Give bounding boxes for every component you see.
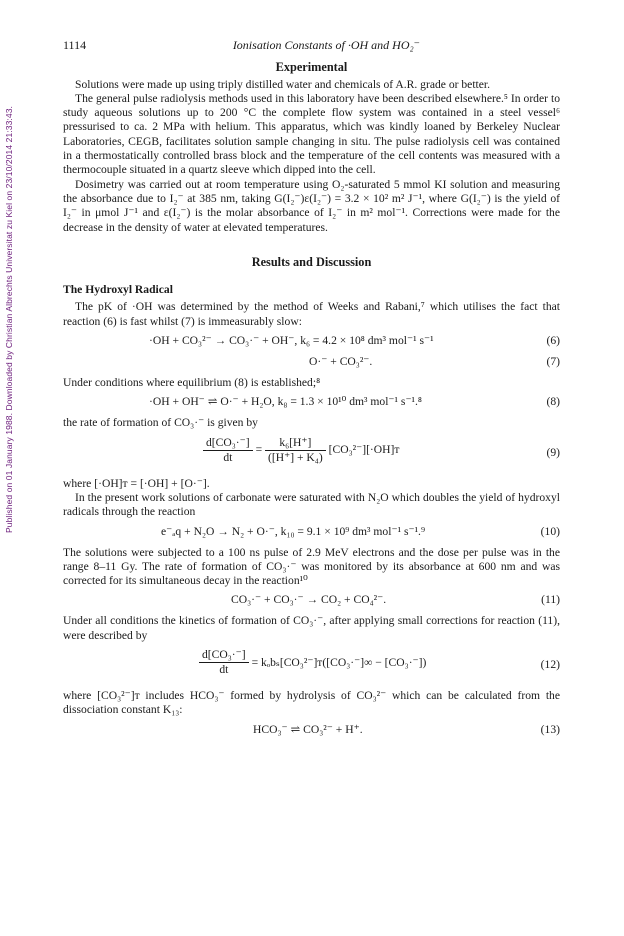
paragraph: Dosimetry was carried out at room temperature using O₂-saturated 5 mmol KI solution and measuring the absorbance due to I₂⁻ at 385 nm, taking G(I₂⁻)ε(I₂⁻) = 3.2 × 10² m² J⁻¹, where G(I₂⁻) is the yield of I₂⁻ in μmol J⁻¹ and ε(I₂⁻) is the molar absorbance of I₂⁻ in m² mol⁻¹. Corrections were made for the decrease in the density of water at elevated temperatures. (63, 177, 560, 234)
paragraph: Under conditions where equilibrium (8) is established;⁸ (63, 376, 321, 390)
equation-body (203, 436, 399, 466)
equation-6 (63, 334, 560, 350)
denominator: ([H⁺] + K₄) (268, 450, 323, 464)
running-title: Ionisation Constants of ·OH and HO₂⁻ (232, 38, 420, 52)
paragraph: where [·OH]ᴛ = [·OH] + [O·⁻]. (63, 476, 210, 490)
numerator: k₆[H⁺] (265, 436, 326, 451)
denominator: dt (219, 663, 229, 677)
page-number: 1114 (63, 38, 87, 52)
equation-number: (11) (541, 593, 560, 607)
running-header (63, 38, 560, 52)
equation-body (199, 648, 426, 678)
section-subheading: The Hydroxyl Radical (63, 283, 173, 297)
equation-number: (10) (540, 524, 560, 538)
page-content (63, 38, 560, 744)
experimental-heading: Experimental (275, 60, 348, 75)
equation-text: CO₃·⁻ + CO₃·⁻ → CO₂ + CO₄²⁻. (231, 593, 387, 607)
publication-sidebar: Published on 01 January 1988. Downloaded by Christian Albrechts Universitat zu Kiel on 23/10/2014 21:33:43. (4, 106, 14, 534)
equation-13 (63, 723, 560, 739)
equation-number: (7) (546, 355, 560, 369)
paragraph: The pK of ·OH was determined by the method of Weeks and Rabani,⁷ which utilises the fact that reaction (6) is fast whilst (7) is immeasurably slow: (63, 300, 560, 328)
paragraph: the rate of formation of CO₃·⁻ is given by (63, 416, 258, 430)
equation-number: (6) (546, 334, 560, 348)
equation-text: e⁻ₐq + N₂O → N₂ + O·⁻, k₁₀ = 9.1 × 10⁹ dm³ mol⁻¹ s⁻¹.⁹ (161, 524, 425, 538)
equation-number: (12) (540, 658, 560, 672)
paragraph: Under all conditions the kinetics of formation of CO₃·⁻, after applying small corrections for reaction (11), were described by (63, 614, 560, 642)
equation-text: O·⁻ + CO₃²⁻. (309, 355, 373, 369)
paragraph: The general pulse radiolysis methods used in this laboratory have been described elsewhere.⁵ In order to study aqueous solutions up to 200 °C the complete flow system was contained in a steel vessel⁶ pressurised to ca. 2 MPa with helium. This apparatus, which was kindly loaned by Berkeley Nuclear Laboratories, CEGB, facilitates solution sample changing in situ. The pulse radiolysis cell was contained in a thermostatically controlled brass block and the temperature of the cell contents was measured with a thermocouple situated in a quartz sleeve which dipped into the cell. (63, 91, 560, 177)
equation-text: ·OH + CO₃²⁻ → CO₃·⁻ + OH⁻, k₆ = 4.2 × 10⁸ dm³ mol⁻¹ s⁻¹ (149, 334, 434, 348)
equation-9 (63, 436, 560, 472)
results-heading: Results and Discussion (251, 254, 372, 269)
paragraph: where [CO₃²⁻]ᴛ includes HCO₃⁻ formed by hydrolysis of CO₃²⁻ which can be calculated from the dissociation constant K₁₃: (63, 689, 560, 717)
equation-tail: [CO₃²⁻][·OH]ᴛ (328, 443, 400, 457)
equation-10 (63, 525, 560, 541)
equation-11 (63, 593, 560, 609)
numerator: d[CO₃·⁻] (199, 648, 249, 663)
equation-number: (8) (546, 395, 560, 409)
paragraph: The solutions were subjected to a 100 ns pulse of 2.9 MeV electrons and the dose per pulse was in the range 8–11 Gy. The rate of formation of CO₃·⁻ was monitored by its absorbance at 600 nm and was corrected for its simultaneous decay in the reaction¹⁰ (63, 545, 560, 588)
numerator: d[CO₃·⁻] (203, 436, 253, 451)
equation-number: (13) (540, 722, 560, 736)
equation-7 (63, 355, 560, 371)
equation-8 (63, 395, 560, 411)
fraction (203, 436, 253, 466)
denominator: dt (223, 450, 233, 464)
equation-number: (9) (546, 445, 560, 459)
fraction (265, 436, 326, 466)
fraction (199, 648, 249, 678)
equation-tail: = kₒbₛ[CO₃²⁻]ᴛ([CO₃·⁻]∞ − [CO₃·⁻]) (251, 655, 427, 669)
paragraph: In the present work solutions of carbonate were saturated with N₂O which doubles the yield of hydroxyl radicals through the reaction (63, 490, 560, 519)
equation-text: ·OH + OH⁻ ⇌ O·⁻ + H₂O, k₈ = 1.3 × 10¹⁰ dm³ mol⁻¹ s⁻¹.⁸ (149, 395, 422, 409)
paragraph: Solutions were made up using triply distilled water and chemicals of A.R. grade or better. (75, 77, 491, 91)
equation-text: HCO₃⁻ ⇌ CO₃²⁻ + H⁺. (253, 722, 363, 736)
equals-sign: = (255, 443, 263, 457)
equation-12 (63, 648, 560, 684)
